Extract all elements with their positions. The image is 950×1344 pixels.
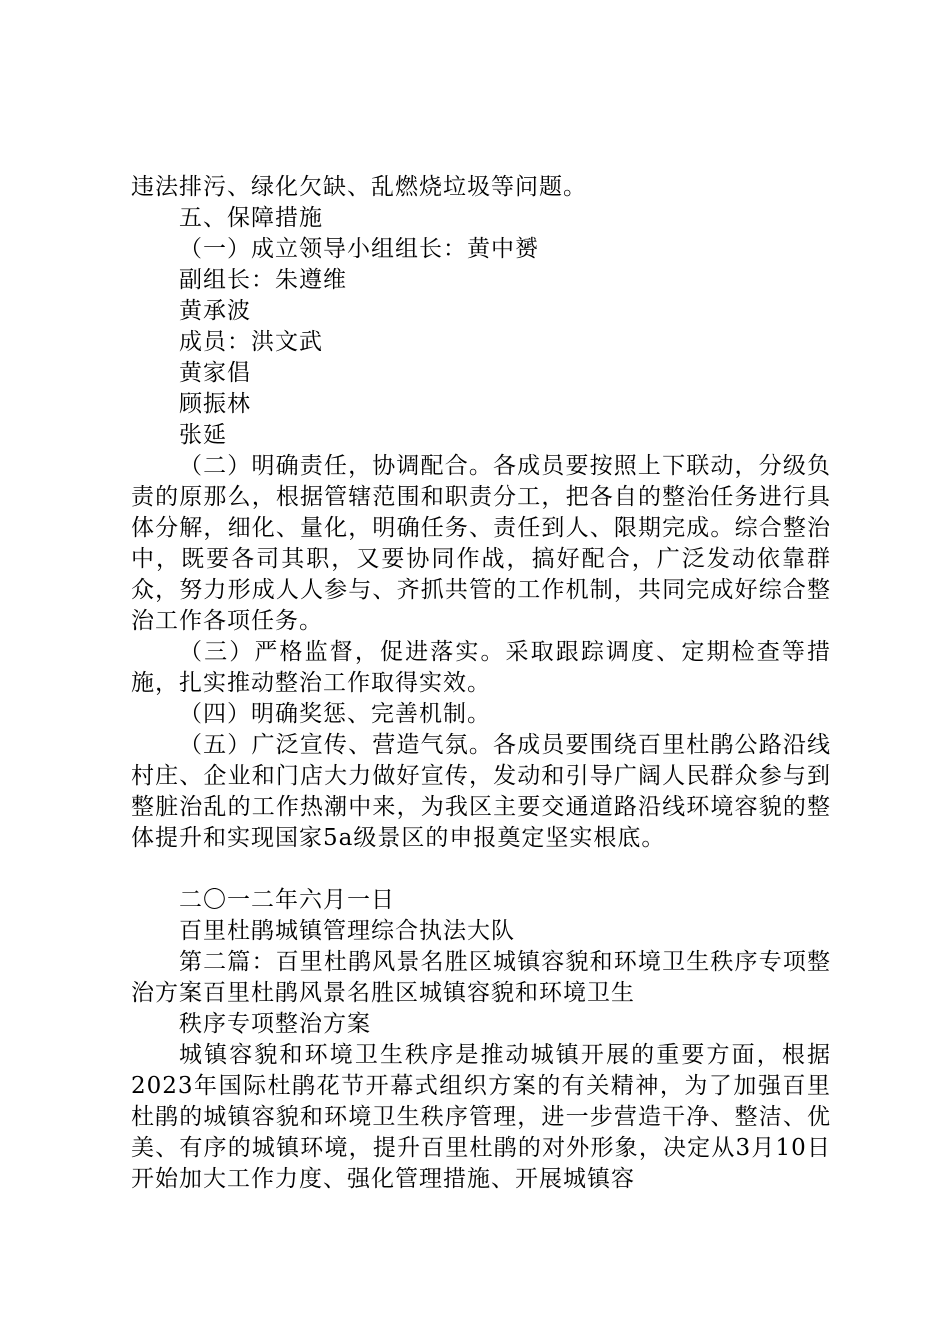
deputy-leader-line: 副组长：朱遵维 [179,267,347,293]
members-line: 成员：洪文武 [179,329,323,355]
paragraph-supervision: （三）严格监督，促进落实。采取跟踪调度、定期检查等措施，扎实推动整治工作取得实效。 [131,639,831,696]
second-article-title: 第二篇：百里杜鹃风景名胜区城镇容貌和环境卫生秩序专项整治方案百里杜鹃风景名胜区城镇容貌和环境卫生 [131,949,831,1006]
document-date: 二〇一二年六月一日 [179,887,395,913]
paragraph-publicity: （五）广泛宣传、营造气氛。各成员要围绕百里杜鹃公路沿线村庄、企业和门店大力做好宣传，发动和引导广阔人民群众参与到整脏治乱的工作热潮中来，为我区主要交通道路沿线环境容貌的整体提升和实现国家5a级景区的申报奠定坚实根底。 [131,732,831,851]
second-article-title-cont: 秩序专项整治方案 [179,1011,371,1037]
member-name: 黄家倡 [179,360,251,386]
paragraph-rewards: （四）明确奖惩、完善机制。 [179,701,491,727]
issuing-organization: 百里杜鹃城镇管理综合执法大队 [179,918,515,944]
section-heading-safeguards: 五、保障措施 [179,205,323,231]
spacer [131,854,831,885]
member-name: 顾振林 [179,391,251,417]
member-name: 张延 [179,422,227,448]
paragraph-responsibility: （二）明确责任，协调配合。各成员要按照上下联动，分级负责的原那么，根据管辖范围和职责分工，把各自的整治任务进行具体分解，细化、量化，明确任务、责任到人、限期完成。综合整治中，既要各司其职，又要协同作战，搞好配合，广泛发动依靠群众，努力形成人人参与、齐抓共管的工作机制，共同完成好综合整治工作各项任务。 [131,453,831,634]
document-body [131,172,831,1195]
subsection-leadership-group: （一）成立领导小组组长：黄中赟 [179,236,539,262]
paragraph-intro: 城镇容貌和环境卫生秩序是推动城镇开展的重要方面，根据2023年国际杜鹃花节开幕式组织方案的有关精神，为了加强百里杜鹃的城镇容貌和环境卫生秩序管理，进一步营造干净、整洁、优美、有序的城镇环境，提升百里杜鹃的对外形象，决定从3月10日开始加大工作力度、强化管理措施、开展城镇容 [131,1042,831,1192]
deputy-leader-name: 黄承波 [179,298,251,324]
paragraph-continuation: 违法排污、绿化欠缺、乱燃烧垃圾等问题。 [131,174,587,200]
